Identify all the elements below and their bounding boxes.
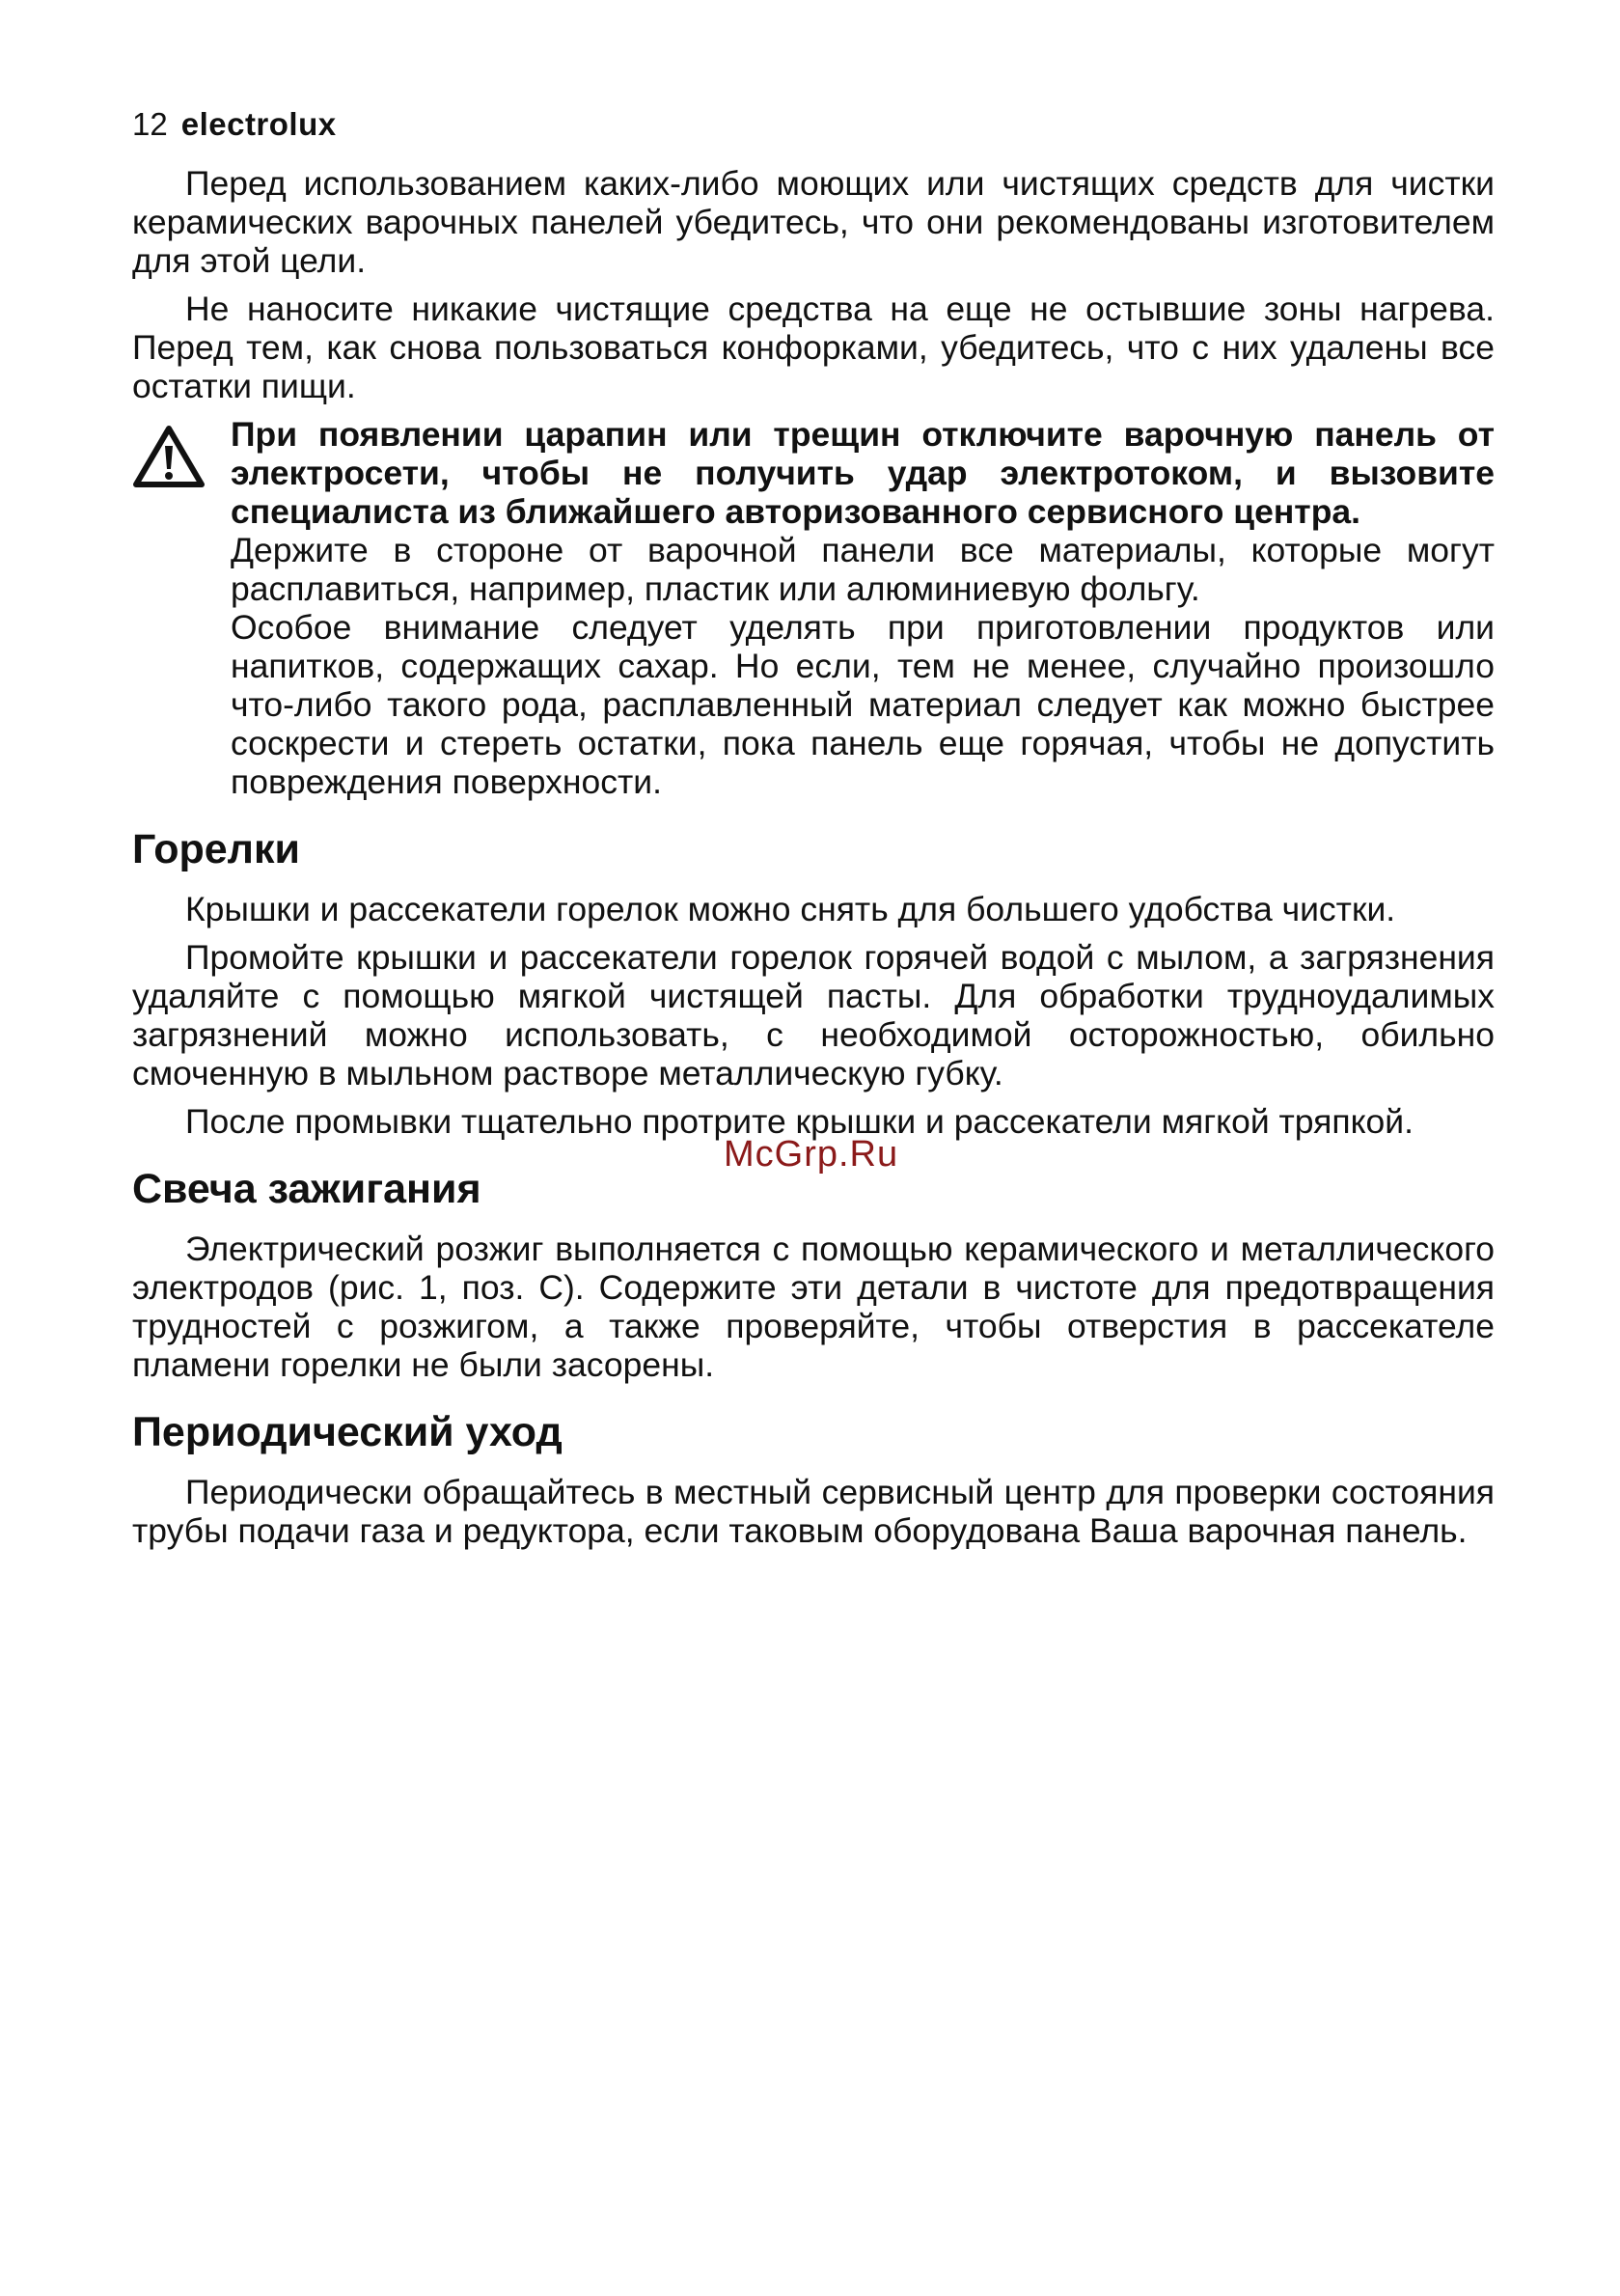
warning-bold-text: При появлении царапин или трещин отключите варочную панель от электросети, чтобы не получить удар электротоком, и вызовите специалиста из ближайшего авторизованного сервисного центра. [231, 415, 1495, 531]
intro-paragraph-1: Перед использованием каких-либо моющих или чистящих средств для чистки керамических варочных панелей убедитесь, что они рекомендованы изготовителем для этой цели. [132, 164, 1495, 280]
page-header [132, 106, 1495, 143]
warning-triangle-icon [132, 415, 231, 493]
section-title-spark-plug: Свеча зажигания [132, 1166, 481, 1212]
warning-text-2: Особое внимание следует уделять при приготовлении продуктов или напитков, содержащих сахар. Но если, тем не менее, случайно произошло что-либо такого рода, расплавленный материал следует как можно быстрее соскрести и стереть остатки, пока панель еще горячая, чтобы не допустить повреждения поверхности. [231, 608, 1495, 801]
warning-block [132, 415, 1495, 801]
warning-text [231, 415, 1495, 801]
burners-paragraph-2: Промойте крышки и рассекатели горелок горячей водой с мылом, а загрязнения удаляйте с помощью мягкой чистящей пасты. Для обработки трудноудалимых загрязнений можно использовать, с необходимой осторожностью, обильно смоченную в мыльном растворе металлическую губку. [132, 938, 1495, 1093]
document-page [132, 106, 1495, 1560]
periodic-paragraph-1: Периодически обращайтесь в местный сервисный центр для проверки состояния трубы подачи газа и редуктора, если таковым оборудована Ваша варочная панель. [132, 1473, 1495, 1550]
brand-logo-text: electrolux [180, 106, 337, 142]
page-number: 12 [132, 106, 168, 142]
warning-text-1: Держите в стороне от варочной панели все материалы, которые могут расплавиться, например, пластик или алюминиевую фольгу. [231, 531, 1495, 608]
intro-paragraph-2: Не наносите никакие чистящие средства на еще не остывшие зоны нагрева. Перед тем, как снова пользоваться конфорками, убедитесь, что с них удалены все остатки пищи. [132, 290, 1495, 405]
burners-paragraph-1: Крышки и рассекатели горелок можно снять для большего удобства чистки. [185, 890, 1396, 928]
watermark: McGrp.Ru [724, 1134, 899, 1175]
section-title-periodic: Периодический уход [132, 1409, 563, 1455]
section-title-burners: Горелки [132, 826, 300, 872]
spark-plug-paragraph-1: Электрический розжиг выполняется с помощью керамического и металлического электродов (рис. 1, поз. С). Содержите эти детали в чистоте для предотвращения трудностей с розжигом, а также проверяйте, чтобы отверстия в рассекателе пламени горелки не были засорены. [132, 1230, 1495, 1384]
burners-paragraph-3: После промывки тщательно протрите крышки и рассекатели мягкой тряпкой. [185, 1102, 1414, 1141]
